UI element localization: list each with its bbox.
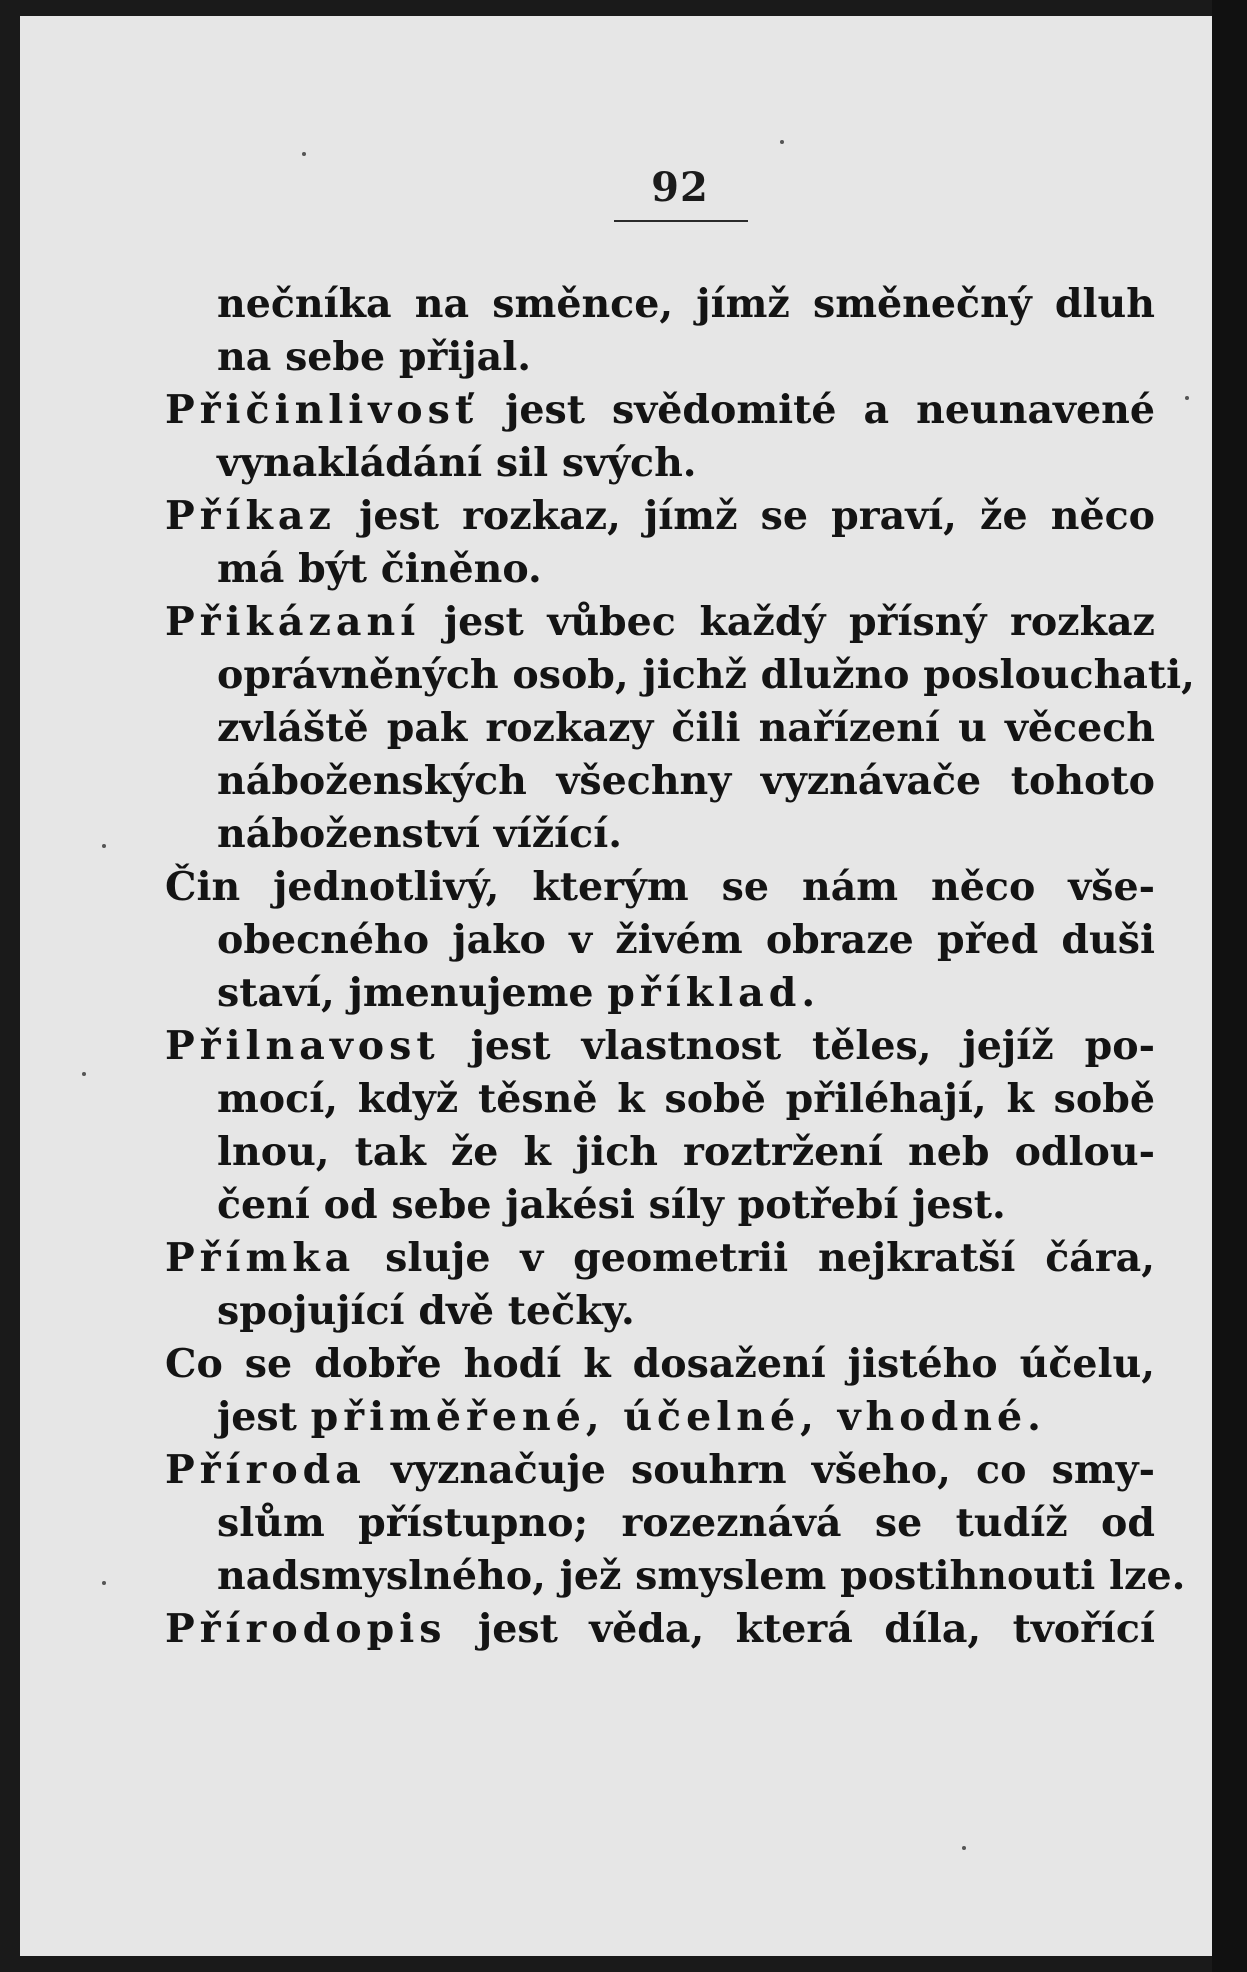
line-text: slům přístupno; rozeznává se tudíž od	[217, 1500, 1155, 1546]
text-line	[165, 490, 1155, 543]
line-text: sluje v geometrii nejkratší čára,	[355, 1235, 1155, 1281]
text-line	[165, 755, 1155, 808]
page-number: 92	[651, 164, 709, 211]
line-text: mocí, když těsně k sobě přiléhají, k sobě	[217, 1076, 1155, 1122]
scan-border	[1212, 0, 1247, 1972]
headword: Přikázaní	[165, 599, 421, 645]
print-speck	[780, 140, 784, 144]
text-line	[165, 384, 1155, 437]
print-speck	[962, 1846, 966, 1850]
text-line	[165, 861, 1155, 914]
book-page	[20, 16, 1212, 1956]
headword: Přímka	[165, 1235, 356, 1281]
line-text: zvláště pak rozkazy čili nařízení u věcech	[217, 705, 1155, 751]
line-text: obecného jako v živém obraze před duši	[217, 917, 1155, 963]
line-text: jest svědomité a neunavené	[478, 387, 1155, 433]
text-line	[165, 1285, 1155, 1338]
line-text: jest vůbec každý přísný rozkaz	[420, 599, 1155, 645]
text-line	[165, 1179, 1155, 1232]
line-text: jest rozkaz, jímž se praví, že něco	[335, 493, 1155, 539]
text-line	[165, 1444, 1155, 1497]
page-number-rule	[614, 220, 748, 222]
text-line	[165, 967, 1155, 1020]
line-text: náboženství vížící.	[217, 811, 622, 857]
line-text: spojující dvě tečky.	[217, 1288, 635, 1334]
print-speck	[102, 1581, 106, 1585]
text-line	[165, 649, 1195, 702]
print-speck	[82, 1072, 86, 1076]
text-line	[165, 702, 1155, 755]
text-line	[165, 914, 1155, 967]
text-line	[165, 1391, 1155, 1444]
text-line	[165, 808, 1155, 861]
print-speck	[302, 152, 306, 156]
text-line	[165, 437, 1155, 490]
line-text: vynakládání sil svých.	[217, 440, 697, 486]
headword: Příroda	[165, 1447, 366, 1493]
text-line	[165, 1497, 1155, 1550]
line-text: staví, jmenujeme	[217, 970, 608, 1016]
line-text: na sebe přijal.	[217, 334, 532, 380]
text-line	[165, 278, 1155, 331]
text-line	[165, 1603, 1155, 1656]
line-text: nadsmyslného, jež smyslem postihnouti lze.	[217, 1553, 1186, 1599]
text-line	[165, 1020, 1155, 1073]
text-line	[165, 1338, 1155, 1391]
line-text: jest	[217, 1394, 311, 1440]
line-text: vyznačuje souhrn všeho, co smy-	[365, 1447, 1155, 1493]
text-line	[165, 1550, 1186, 1603]
text-line	[165, 543, 1155, 596]
body-text	[165, 278, 1195, 1656]
emphasized-term: přiměřené, účelné, vhodné.	[310, 1394, 1046, 1440]
headword: Přírodopis	[165, 1606, 447, 1652]
print-speck	[1185, 396, 1189, 400]
line-text: nečníka na směnce, jímž směnečný dluh	[217, 281, 1155, 327]
line-text: Co se dobře hodí k dosažení jistého účelu,	[165, 1341, 1155, 1387]
line-text: čení od sebe jakési síly potřebí jest.	[217, 1182, 1006, 1228]
emphasized-term: příklad.	[607, 970, 821, 1016]
headword: Přičinlivosť	[165, 387, 479, 433]
text-line	[165, 1073, 1155, 1126]
text-line	[165, 1126, 1155, 1179]
line-text: oprávněných osob, jichž dlužno poslouchati,	[217, 652, 1195, 698]
headword: Přilnavost	[165, 1023, 440, 1069]
line-text: jest vlastnost těles, jejíž po-	[439, 1023, 1155, 1069]
line-text: má být činěno.	[217, 546, 542, 592]
headword: Příkaz	[165, 493, 336, 539]
line-text: Čin jednotlivý, kterým se nám něco vše-	[165, 864, 1155, 910]
text-line	[165, 596, 1155, 649]
line-text: jest věda, která díla, tvořící	[446, 1606, 1155, 1652]
line-text: náboženských všechny vyznávače tohoto	[217, 758, 1155, 804]
print-speck	[102, 844, 106, 848]
line-text: lnou, tak že k jich roztržení neb odlou-	[217, 1129, 1155, 1175]
text-line	[165, 1232, 1155, 1285]
text-line	[165, 331, 1155, 384]
